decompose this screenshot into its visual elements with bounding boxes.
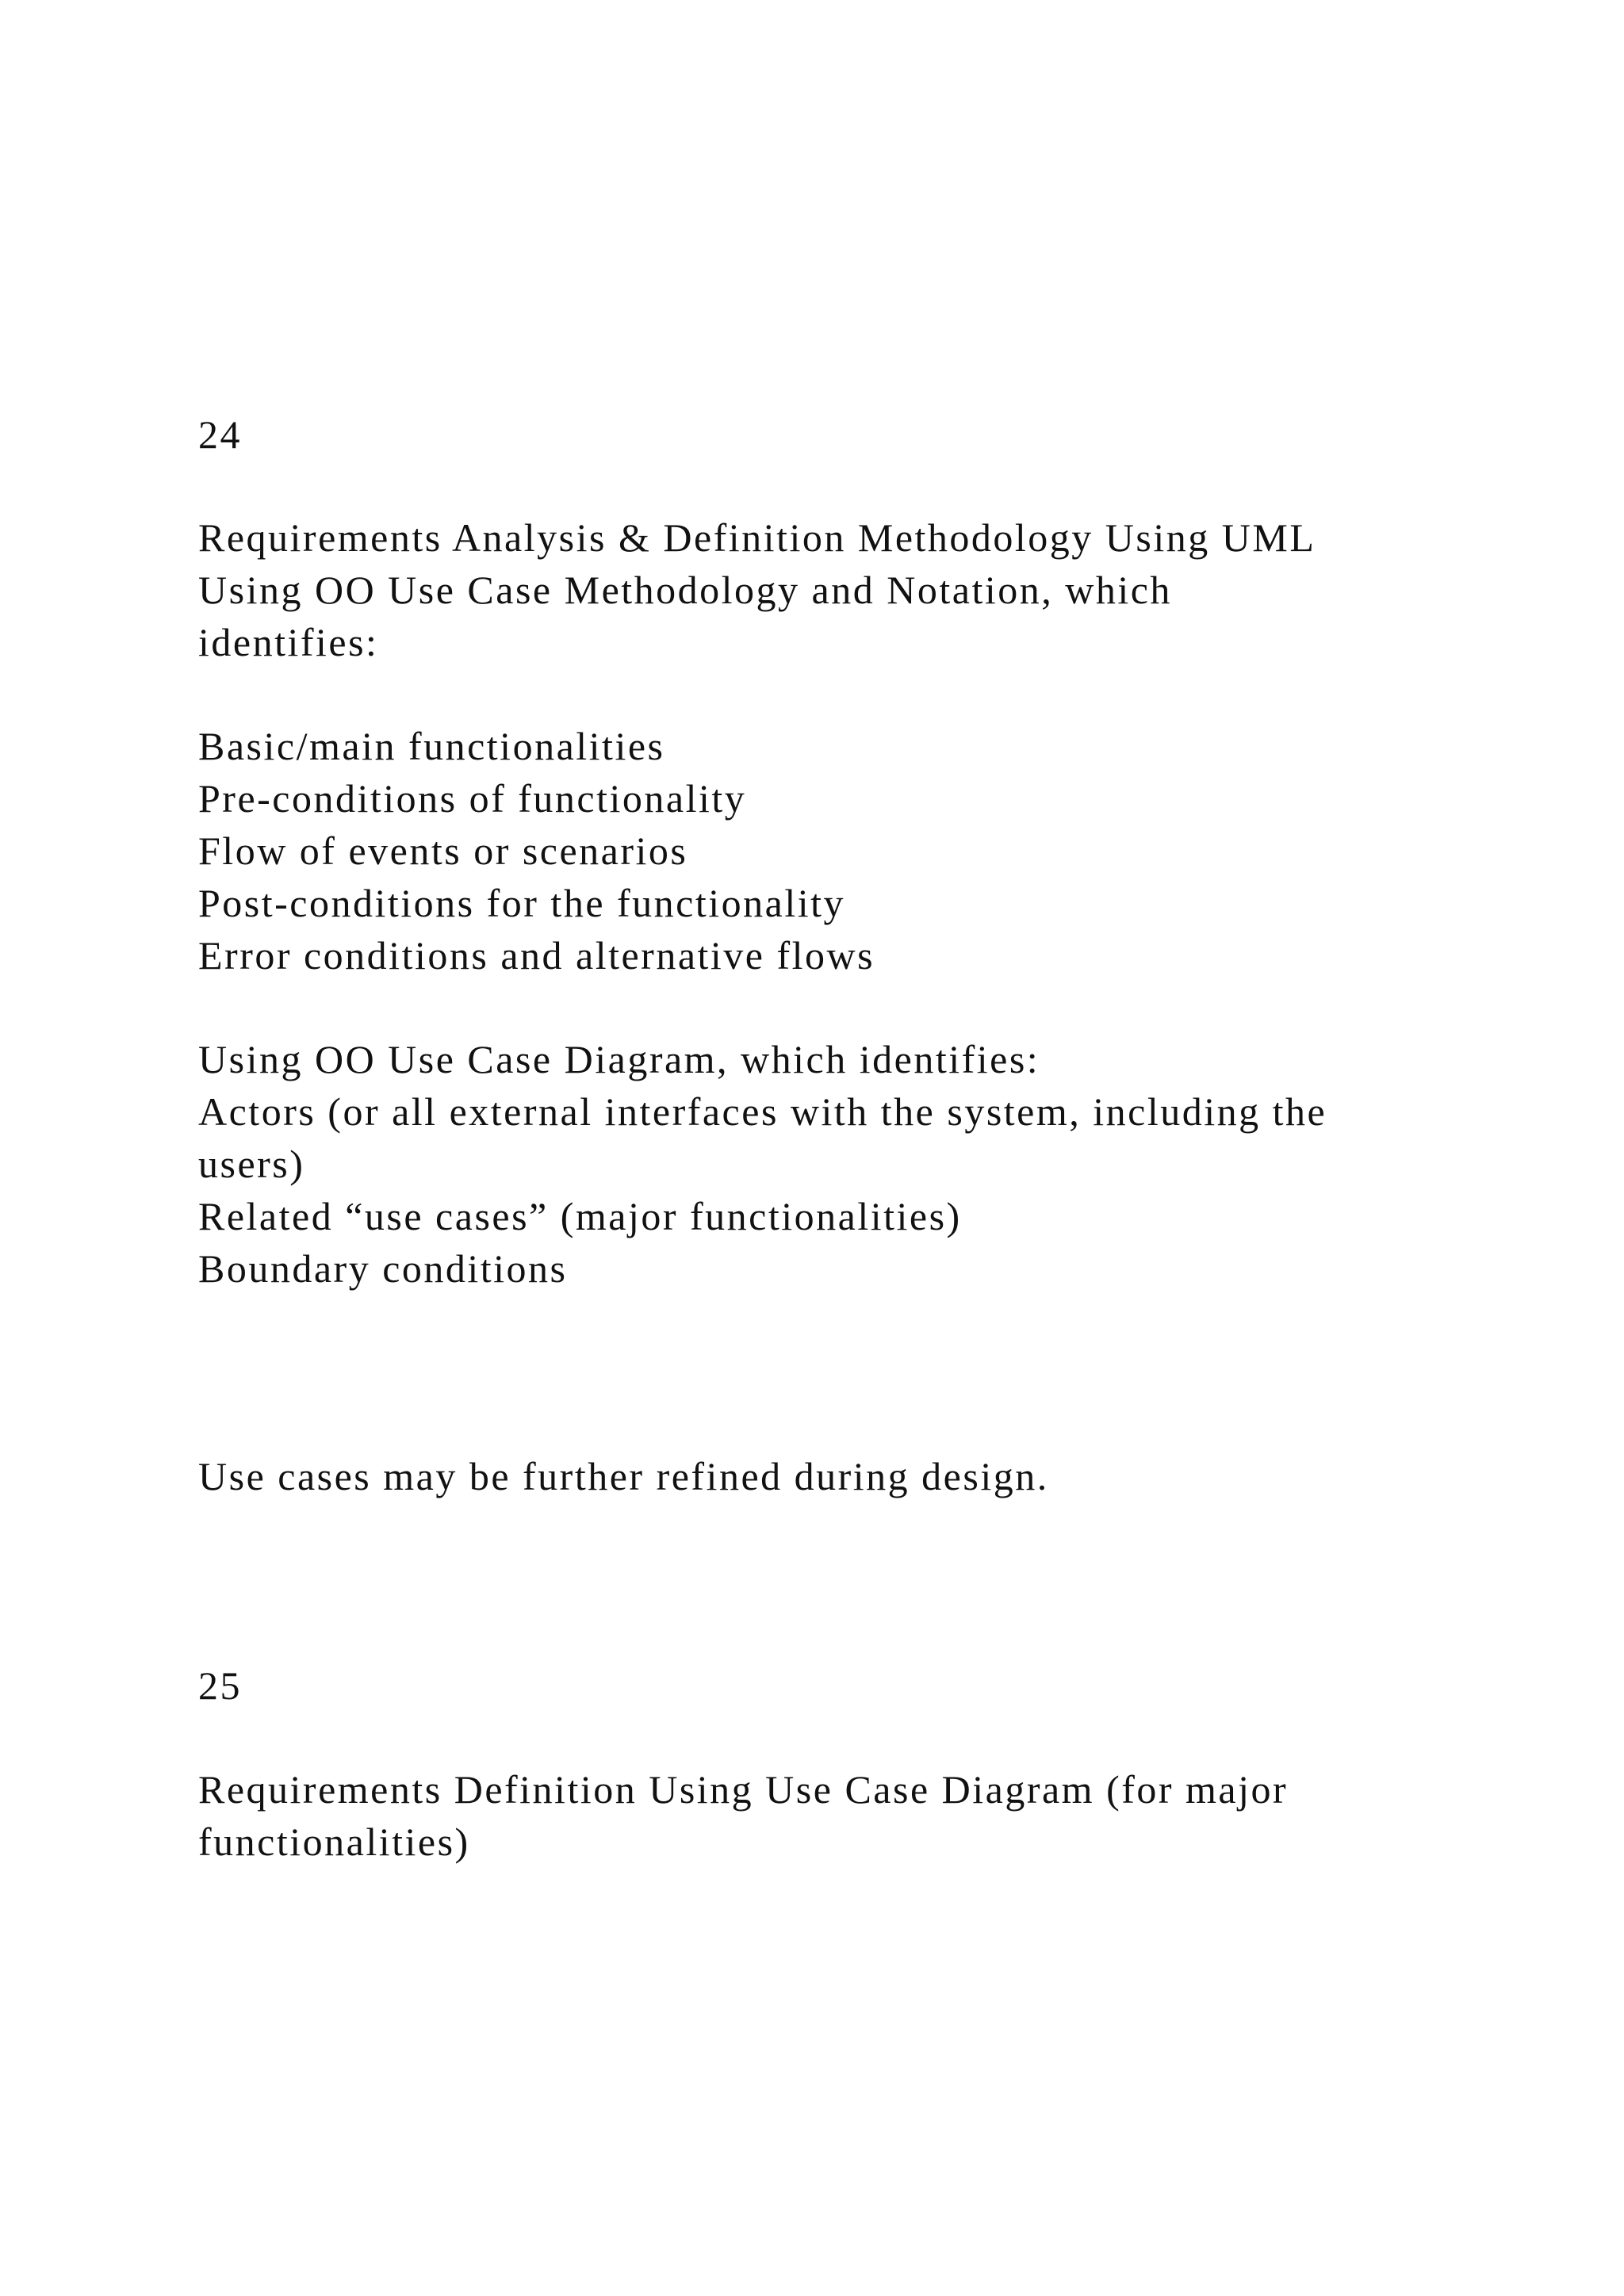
diagram-item: Related “use cases” (major functionalities) (198, 1194, 962, 1238)
methodology-item: Basic/main functionalities (198, 724, 665, 768)
methodology-intro-line-1: Using OO Use Case Methodology and Notation, which (198, 568, 1172, 612)
page-number-25: 25 (198, 1663, 242, 1708)
methodology-item: Pre-conditions of functionality (198, 776, 747, 821)
design-note: Use cases may be further refined during design. (198, 1454, 1049, 1498)
diagram-item: users) (198, 1142, 305, 1186)
methodology-item: Post-conditions for the functionality (198, 881, 846, 925)
page-number-24: 24 (198, 412, 242, 457)
diagram-item: Actors (or all external interfaces with the system, including the (198, 1089, 1327, 1134)
methodology-item: Error conditions and alternative flows (198, 933, 875, 978)
section-25-heading-line-1: Requirements Definition Using Use Case Diagram (for major (198, 1767, 1289, 1812)
diagram-intro: Using OO Use Case Diagram, which identifies: (198, 1037, 1040, 1081)
section-25-heading-line-2: functionalities) (198, 1820, 470, 1864)
section-24-heading: Requirements Analysis & Definition Methodology Using UML (198, 515, 1316, 560)
methodology-item: Flow of events or scenarios (198, 828, 688, 873)
methodology-intro-line-2: identifies: (198, 620, 379, 664)
diagram-item: Boundary conditions (198, 1246, 568, 1291)
